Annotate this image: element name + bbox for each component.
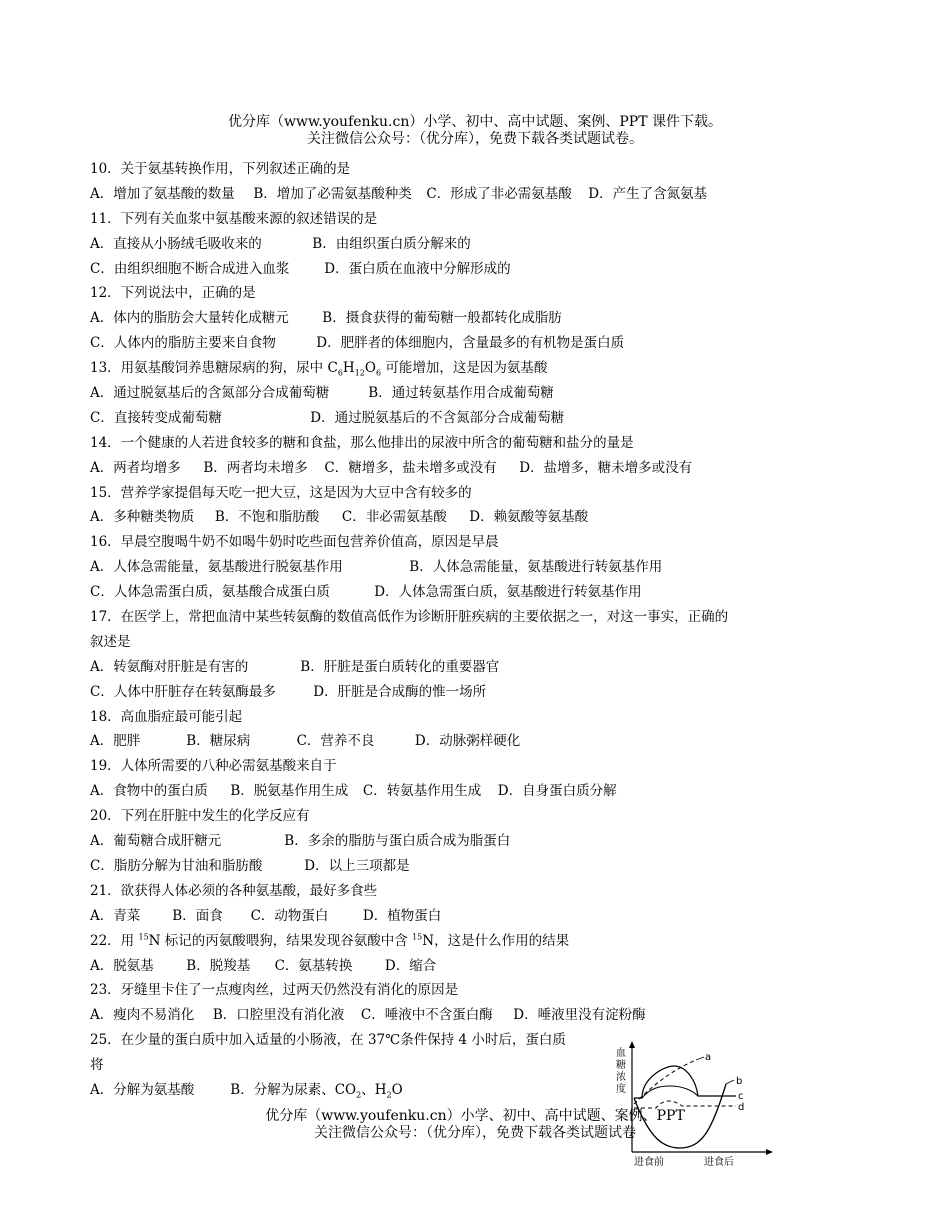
blood-sugar-graph (612, 1040, 782, 1170)
question-10-stem: 10．关于氨基转换作用，下列叙述正确的是 (90, 161, 351, 177)
question-11-options-cd (90, 257, 790, 282)
option-d: D．肝脏是合成酶的惟一场所 (313, 683, 487, 700)
x-label-after: 进食后 (704, 1157, 734, 1168)
option-a: A．体内的脂肪会大量转化成糖元 (90, 310, 289, 327)
question-list (90, 157, 790, 1103)
question-23-stem: 23．牙缝里卡住了一点瘦肉丝，过两天仍然没有消化的原因是 (90, 982, 459, 999)
label-c: c (738, 1091, 744, 1102)
option-a: A．直接从小肠绒毛吸收来的 (90, 235, 262, 252)
x-axis-arrow (766, 1149, 773, 1155)
footer-line-2: 关注微信公众号：（优分库），免费下载各类试题试卷 (314, 1125, 636, 1141)
leader-a (696, 1057, 704, 1060)
x-label-before: 进食前 (634, 1157, 664, 1168)
question-12-stem: 12．下列说法中，正确的是 (90, 285, 256, 302)
graph-svg (612, 1040, 782, 1170)
option-d: D．产生了含氮氨基 (588, 185, 708, 202)
option-a: A．多种糖类物质 (90, 509, 195, 526)
question-25-stem-1: 25．在少量的蛋白质中加入适量的小肠液，在 37℃条件保持 4 小时后，蛋白质 (90, 1032, 566, 1049)
option-c: C．形成了非必需氨基酸 (426, 185, 572, 202)
option-c: C．非必需氨基酸 (341, 509, 447, 526)
option-c: C．氨基转换 (274, 957, 353, 974)
option-a: A．食物中的蛋白质 (90, 783, 208, 800)
option-a: A．通过脱氨基后的含氮部分合成葡萄糖 (90, 385, 330, 402)
y-label-2: 糖 (616, 1060, 626, 1071)
option-d: D．自身蛋白质分解 (497, 783, 617, 800)
option-b: B．摄食获得的葡萄糖一般都转化成脂肪 (322, 310, 562, 327)
option-a: A．肥胖 (90, 733, 141, 750)
question-11-options-ab (90, 232, 790, 257)
y-axis-arrow (629, 1041, 635, 1048)
footer-line-1: 优分库（www.youfenku.cn）小学、初中、高中试题、案例、PPT (265, 1108, 685, 1124)
option-c: C．人体中肝脏存在转氨酶最多 (90, 683, 276, 700)
option-a: A．人体急需能量，氨基酸进行脱氨基作用 (90, 559, 343, 576)
question-21-options (90, 904, 790, 929)
question-16-options-cd (90, 580, 790, 605)
question-17-options-ab (90, 655, 790, 680)
option-b: B．面食 (172, 907, 223, 924)
option-c: C．由组织细胞不断合成进入血浆 (90, 260, 290, 277)
option-b: B．由组织蛋白质分解来的 (312, 235, 471, 252)
question-14-stem: 14．一个健康的人若进食较多的糖和食盐，那么他排出的尿液中所含的葡萄糖和盐分的量是 (90, 434, 634, 451)
option-a: A．转氨酶对肝脏是有害的 (90, 658, 249, 675)
option-b: B．增加了必需氨基酸种类 (253, 185, 412, 202)
curve-c-inner (642, 1086, 698, 1098)
option-d: D．肥胖者的体细胞内，含量最多的有机物是蛋白质 (316, 335, 625, 352)
option-a: A．葡萄糖合成肝糖元 (90, 833, 222, 850)
question-16-stem: 16．早晨空腹喝牛奶不如喝牛奶时吃些面包营养价值高，原因是早晨 (90, 534, 499, 551)
question-17-stem-2: 叙述是 (90, 633, 131, 650)
y-label-1: 血 (616, 1048, 626, 1059)
option-a: A．分解为氨基酸 (90, 1081, 195, 1098)
option-d: D．盐增多，糖未增多或没有 (519, 459, 693, 476)
option-d: D．缩合 (384, 957, 437, 974)
option-a: A．两者均增多 (90, 459, 181, 476)
option-a: A．脱氨基 (90, 957, 154, 974)
y-label-3: 浓 (616, 1072, 626, 1083)
option-b: B．口腔里没有消化液 (212, 1007, 345, 1024)
option-c: C．人体急需蛋白质，氨基酸合成蛋白质 (90, 584, 330, 601)
option-c: C．直接转变成葡萄糖 (90, 409, 222, 426)
option-d: D．以上三项都是 (304, 857, 410, 874)
option-c: C．人体内的脂肪主要来自食物 (90, 335, 276, 352)
option-b: B．分解为尿素、$CO_2$、$H_2O$ (230, 1081, 403, 1100)
option-b: B．人体急需能量，氨基酸进行转氨基作用 (409, 559, 663, 576)
header-line-1: 优分库（www.youfenku.cn）小学、初中、高中试题、案例、PPT 课件下载。 (227, 114, 722, 130)
question-19-stem: 19．人体所需要的八种必需氨基酸来自于 (90, 758, 337, 775)
option-c: C．转氨基作用生成 (362, 783, 482, 800)
question-22-stem: 22．用 $^{15}$N 标记的丙氨酸喂狗，结果发现谷氨酸中含 $^{15}$N，这是什么作用的结果 (90, 932, 570, 949)
label-a: a (705, 1052, 712, 1063)
option-b: B．通过转氨基作用合成葡萄糖 (368, 385, 554, 402)
question-23-options (90, 1003, 790, 1028)
question-10-options (90, 182, 790, 207)
option-b: B．脱氨基作用生成 (230, 783, 349, 800)
question-15-options (90, 505, 790, 530)
question-19-options (90, 779, 790, 804)
option-b: B．两者均未增多 (203, 459, 308, 476)
option-b: B．多余的脂肪与蛋白质合成为脂蛋白 (284, 833, 511, 850)
option-a: A．青菜 (90, 907, 141, 924)
option-d: D．人体急需蛋白质，氨基酸进行转氨基作用 (374, 584, 642, 601)
option-b: B．糖尿病 (186, 733, 251, 750)
label-d: d (738, 1102, 745, 1113)
question-11-stem: 11．下列有关血浆中氨基酸来源的叙述错误的是 (90, 210, 378, 227)
option-c: C．糖增多，盐未增多或没有 (324, 459, 497, 476)
question-18-stem: 18．高血脂症最可能引起 (90, 708, 243, 725)
question-20-stem: 20．下列在肝脏中发生的化学反应有 (90, 808, 310, 825)
question-12-options-cd (90, 331, 790, 356)
question-15-stem: 15．营养学家提倡每天吃一把大豆，这是因为大豆中含有较多的 (90, 484, 472, 501)
question-17-options-cd (90, 680, 790, 705)
question-25-stem-2: 将 (90, 1057, 104, 1074)
option-d: D．动脉粥样硬化 (414, 733, 521, 750)
leader-b (726, 1080, 734, 1084)
option-c: C．动物蛋白 (250, 907, 329, 924)
question-14-options (90, 456, 790, 481)
label-b: b (736, 1076, 743, 1087)
option-b: B．肝脏是蛋白质转化的重要器官 (300, 658, 500, 675)
option-d: D．通过脱氨基后的不含氮部分合成葡萄糖 (310, 409, 565, 426)
option-c: C．营养不良 (296, 733, 375, 750)
option-c: C．脂肪分解为甘油和脂肪酸 (90, 857, 263, 874)
question-21-stem: 21．欲获得人体必须的各种氨基酸，最好多食些 (90, 882, 378, 899)
header-line-2: 关注微信公众号：（优分库），免费下载各类试题试卷。 (307, 131, 643, 147)
question-18-options (90, 729, 790, 754)
question-13-stem: 13．用氨基酸饲养患糖尿病的狗，尿中 $C_6H_{12}O_6$ 可能增加，这是因为氨基酸 (90, 360, 548, 378)
question-20-options-ab (90, 829, 790, 854)
option-d: D．唾液里没有淀粉酶 (513, 1007, 646, 1024)
question-13-options-cd (90, 406, 790, 431)
question-16-options-ab (90, 555, 790, 580)
option-c: C．唾液中不含蛋白酶 (360, 1007, 493, 1024)
question-20-options-cd (90, 854, 790, 879)
question-17-stem-1: 17．在医学上，常把血清中某些转氨酶的数值高低作为诊断肝脏疾病的主要依据之一，对这一事实，正确的 (90, 609, 729, 626)
curve-a (634, 1060, 696, 1104)
y-label-4: 度 (616, 1084, 626, 1095)
option-a: A．瘦肉不易消化 (90, 1007, 195, 1024)
curve-b (634, 1084, 726, 1148)
option-d: D．植物蛋白 (362, 907, 442, 924)
question-22-options (90, 954, 790, 979)
option-a: A．增加了氨基酸的数量 (90, 185, 235, 202)
question-13-options-ab (90, 381, 790, 406)
question-12-options-ab (90, 306, 790, 331)
curve-c (634, 1066, 736, 1098)
option-b: B．不饱和脂肪酸 (214, 509, 320, 526)
option-d: D．赖氨酸等氨基酸 (469, 509, 589, 526)
option-b: B．脱羧基 (186, 957, 251, 974)
option-d: D．蛋白质在血液中分解形成的 (324, 260, 511, 277)
